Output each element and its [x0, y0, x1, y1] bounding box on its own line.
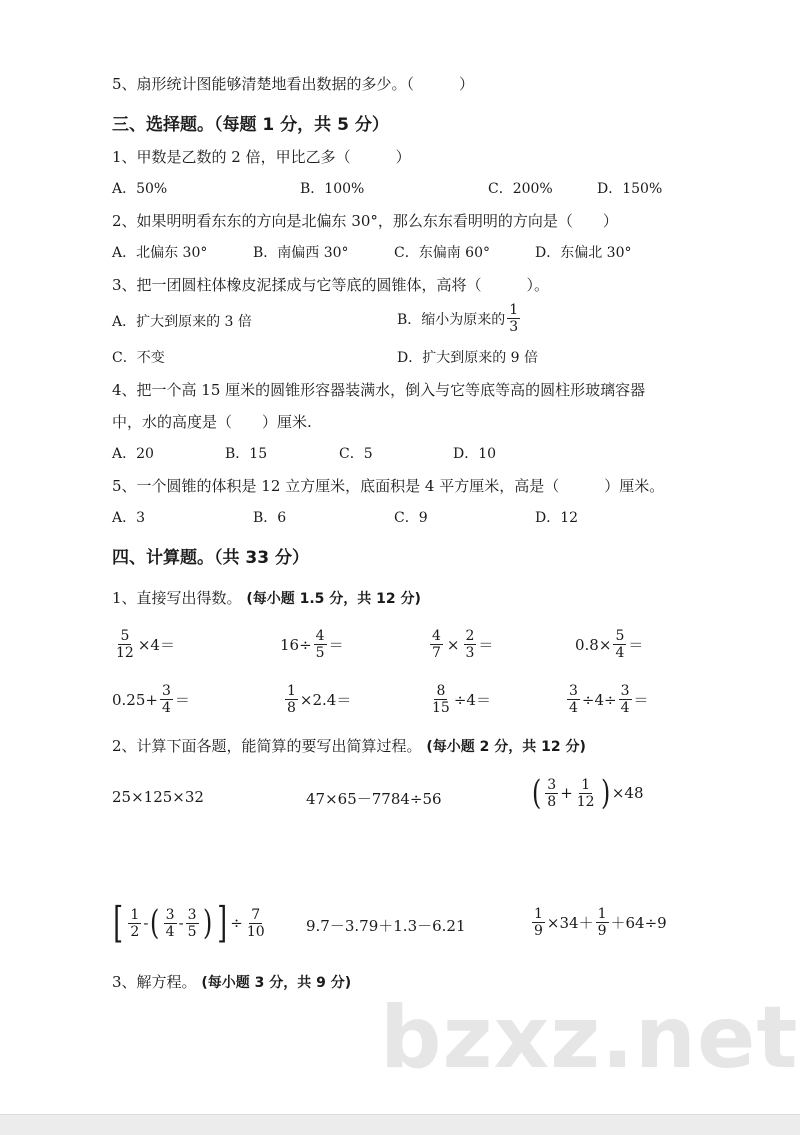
fraction: $\frac{1}{12}$	[576, 776, 595, 810]
choice-q1-option-a: A．50%	[112, 181, 168, 197]
calc-part-1-score: (每小题 1.5 分，共 12 分)	[246, 591, 421, 607]
choice-q4-stem-line1: 4、把一个高 15 厘米的圆锥形容器装满水，倒入与它等底等高的圆柱形玻璃容器	[112, 381, 646, 399]
section-4-heading: 四、计算题。（共 33 分）	[112, 548, 309, 568]
mental-math-6: $\frac{1}{8}$ ×2.4＝	[287, 683, 352, 716]
choice-q1-stem: 1、甲数是乙数的 2 倍，甲比乙多（ ）	[112, 148, 411, 166]
choice-q2-option-d: D．东偏北 30°	[535, 245, 632, 261]
fraction: $\frac{5}{12}$	[116, 628, 134, 661]
choice-q3-option-a: A．扩大到原来的 3 倍	[112, 314, 252, 330]
fraction: $\frac{3}{4}$	[569, 683, 578, 716]
true-false-item-5: 5、扇形统计图能够清楚地看出数据的多少。（ ）	[112, 75, 475, 93]
calc-part-1-label	[112, 588, 421, 609]
choice-q4-option-a: A．20	[112, 446, 154, 462]
choice-q1-option-c: C．200%	[488, 181, 553, 197]
calc-expression-1: 25×125×32	[112, 788, 204, 806]
choice-q5-option-a: A．3	[112, 510, 146, 526]
mental-math-3: $\frac{4}{7}$ × $\frac{2}{3}$ ＝	[432, 628, 494, 661]
fraction: $\frac{3}{4}$	[161, 683, 171, 716]
section-3-heading: 三、选择题。（每题 1 分，共 5 分）	[112, 115, 389, 135]
calc-part-2-label	[112, 736, 586, 757]
calc-expression-4: [ $\frac{1}{2}$ - ( $\frac{3}{4}$ - $\frac{3}{5}$ ) ] ÷ $\frac{7}{10}$	[113, 898, 265, 947]
fraction: $\frac{2}{3}$	[465, 628, 475, 661]
calc-expression-2: 47×65－7784÷56	[306, 790, 442, 808]
fraction: $\frac{1}{9}$	[534, 906, 543, 939]
fraction: $\frac{5}{4}$	[615, 628, 625, 661]
calc-part-3-score: (每小题 3 分，共 9 分)	[201, 975, 352, 991]
fraction: $\frac{4}{5}$	[315, 628, 325, 661]
fraction: $\frac{8}{15}$	[432, 683, 450, 716]
fraction: $\frac{1}{9}$	[597, 906, 607, 939]
choice-q5-option-c: C．9	[394, 510, 428, 526]
watermark-logo: bzxz.net	[380, 988, 799, 1088]
calc-part-3-label	[112, 972, 351, 993]
choice-q3-option-b	[397, 302, 522, 335]
fraction: $\frac{3}{8}$	[547, 776, 557, 810]
fraction: $\frac{3}{4}$	[165, 906, 175, 940]
choice-q5-option-b: B．6	[253, 510, 287, 526]
mental-math-5: 0.25+ $\frac{3}{4}$ ＝	[112, 683, 190, 716]
choice-q1-option-b: B．100%	[300, 181, 365, 197]
mental-math-8: $\frac{3}{4}$ ÷4÷ $\frac{3}{4}$ ＝	[569, 683, 649, 716]
mental-math-1: $\frac{5}{12}$ ×4＝	[116, 628, 175, 661]
fraction: $\frac{1}{8}$	[287, 683, 296, 716]
choice-q4-option-b: B．15	[225, 446, 268, 462]
choice-q3-stem: 3、把一团圆柱体橡皮泥揉成与它等底的圆锥体，高将（ ）。	[112, 276, 550, 294]
calc-expression-5: 9.7－3.79＋1.3－6.21	[306, 917, 466, 935]
mental-math-4: 0.8× $\frac{5}{4}$ ＝	[575, 628, 644, 661]
choice-q4-option-d: D．10	[453, 446, 497, 462]
choice-q3-option-c: C．不变	[112, 350, 165, 366]
choice-q5-stem: 5、一个圆锥的体积是 12 立方厘米，底面积是 4 平方厘米，高是（ ）厘米。	[112, 477, 665, 495]
choice-q4-stem-line2: 中，水的高度是（ ）厘米.	[112, 413, 312, 431]
calc-part-2-score: (每小题 2 分，共 12 分)	[426, 739, 586, 755]
mental-math-7: $\frac{8}{15}$ ÷4＝	[432, 683, 491, 716]
choice-q2-option-b: B．南偏西 30°	[253, 245, 349, 261]
choice-q2-option-c: C．东偏南 60°	[394, 245, 490, 261]
calc-part-1-text: 1、直接写出得数。	[112, 589, 242, 607]
choice-q1-option-d: D．150%	[597, 181, 663, 197]
fraction: $\frac{1}{2}$	[130, 906, 140, 940]
fraction: $\frac{3}{4}$	[620, 683, 630, 716]
choice-q5-option-d: D．12	[535, 510, 579, 526]
fraction: $\frac{3}{5}$	[187, 906, 197, 940]
fraction: $\frac{4}{7}$	[432, 628, 441, 661]
page-bottom-edge	[0, 1114, 800, 1135]
mental-math-2: 16÷ $\frac{4}{5}$ ＝	[280, 628, 344, 661]
calc-expression-3: ( $\frac{3}{8}$ + $\frac{1}{12}$ ) ×48	[531, 773, 644, 813]
choice-q3-option-d: D．扩大到原来的 9 倍	[397, 350, 539, 366]
fraction: $\frac{7}{10}$	[246, 906, 265, 940]
calc-expression-6: $\frac{1}{9}$ ×34＋ $\frac{1}{9}$ ＋64÷9	[534, 906, 667, 939]
choice-q3-option-b-text: B．缩小为原来的	[397, 311, 506, 328]
choice-q2-stem: 2、如果明明看东东的方向是北偏东 30°，那么东东看明明的方向是（ ）	[112, 212, 618, 230]
calc-part-2-text: 2、计算下面各题，能简算的要写出简算过程。	[112, 737, 422, 755]
calc-part-3-text: 3、解方程。	[112, 973, 197, 991]
choice-q2-option-a: A．北偏东 30°	[112, 245, 208, 261]
choice-q4-option-c: C．5	[339, 446, 373, 462]
fraction: $\frac{1}{3}$	[509, 302, 519, 335]
